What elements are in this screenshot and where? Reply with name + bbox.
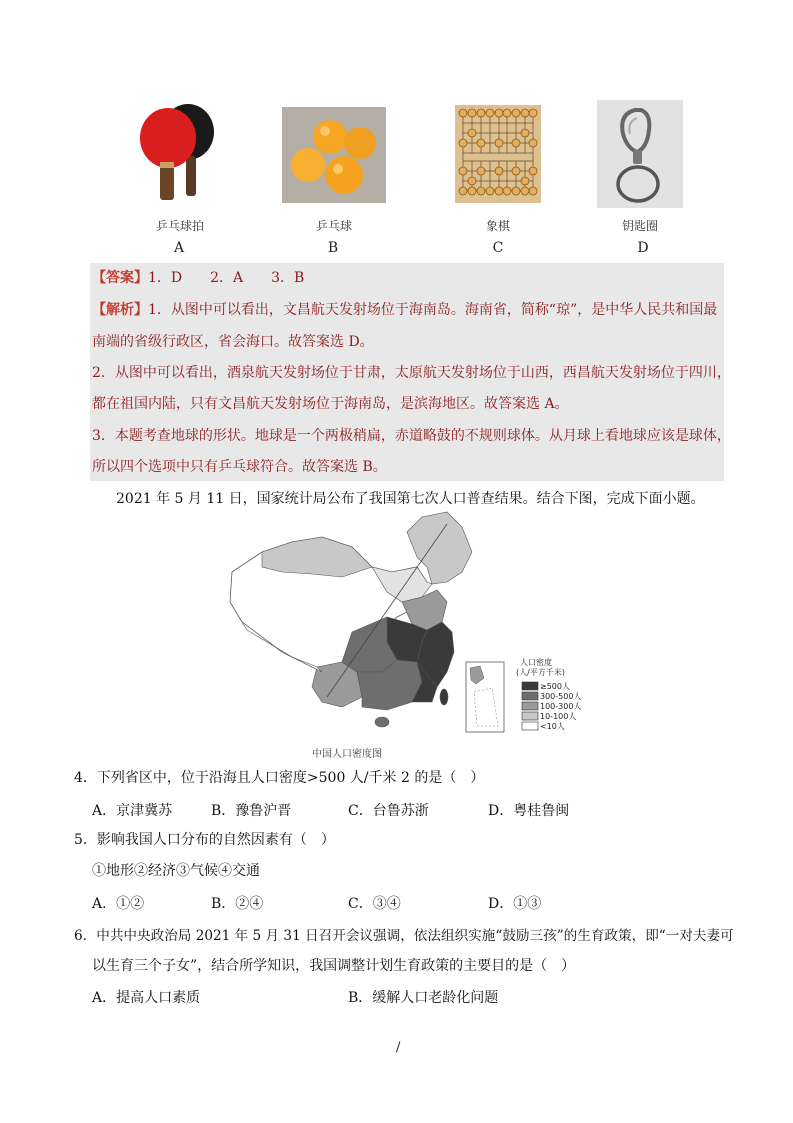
image-balls [282, 107, 386, 203]
letter-d: D [637, 240, 649, 256]
q4-option-a[interactable]: A．京津冀苏 [92, 803, 173, 819]
analysis-tag: 【解析】 [92, 302, 148, 318]
q5-stem: 5．影响我国人口分布的自然因素有（ ） [74, 832, 335, 848]
image-chess [455, 105, 541, 203]
letter-b: B [327, 240, 339, 256]
q5-items: ①地形②经济③气候④交通 [92, 863, 260, 879]
caption-c: 象棋 [485, 219, 510, 233]
analysis-line-3: 2．从图中可以看出，酒泉航天发射场位于甘肃，太原航天发射场位于山西，西昌航天发射场位于四川， [92, 365, 731, 381]
map-taiwan [440, 689, 448, 705]
q6-line-2: 以生育三个子女”，结合所学知识，我国调整计划生育政策的主要目的是（ ） [92, 958, 576, 974]
letter-a: A [173, 240, 185, 256]
caption-d: 钥匙圈 [621, 219, 658, 233]
page-number: / [396, 1040, 401, 1055]
map-hainan [375, 717, 389, 727]
legend-swatch [522, 722, 538, 730]
legend-label: 100-300人 [540, 702, 582, 711]
q6-option-a[interactable]: A．提高人口素质 [92, 990, 201, 1006]
analysis-line-5: 3．本题考查地球的形状。地球是一个两极稍扁，赤道略鼓的不规则球体。从月球上看地球应该是球体， [92, 428, 731, 444]
image-keyring [597, 100, 683, 208]
ping-pong-paddle-icon [130, 100, 220, 205]
q6-option-b[interactable]: B．缓解人口老龄化问题 [348, 990, 499, 1006]
legend-label: 300-500人 [540, 692, 582, 701]
q4-option-d[interactable]: D．粤桂鲁闽 [488, 803, 570, 819]
q5-option-c[interactable]: C．③④ [348, 896, 401, 912]
population-density-map [222, 512, 582, 742]
q4-stem: 4．下列省区中，位于沿海且人口密度>500 人/千米 2 的是（ ） [74, 770, 485, 786]
caption-a: 乒乓球拍 [155, 219, 204, 233]
q6-line-1: 6．中共中央政治局 2021 年 5 月 31 日召开会议强调，依法组织实施“鼓励三孩”的生育政策，即“一对夫妻可 [74, 928, 734, 944]
letter-c: C [492, 240, 504, 256]
map-title: 中国人口密度图 [312, 749, 382, 760]
legend-label: 10-100人 [540, 712, 577, 721]
legend-group [522, 681, 581, 731]
q5-option-a[interactable]: A．①② [92, 896, 145, 912]
analysis-line-4: 都在祖国内陆，只有文昌航天发射场位于海南岛，是滨海地区。故答案选 A。 [92, 396, 569, 412]
caption-b: 乒乓球 [315, 219, 352, 233]
analysis-line-1 [92, 300, 717, 320]
chinese-chess-icon [455, 105, 541, 203]
q4-option-b[interactable]: B．豫鲁沪晋 [211, 803, 292, 819]
image-paddle [130, 100, 220, 205]
q4-option-c[interactable]: C．台鲁苏浙 [348, 803, 429, 819]
intro-text: 2021 年 5 月 11 日，国家统计局公布了我国第七次人口普查结果。结合下图，完成下面小题。 [116, 491, 705, 507]
analysis-line-6: 所以四个选项中只有乒乓球符合。故答案选 B。 [92, 459, 387, 475]
legend-swatch [522, 692, 538, 700]
legend-label: ≥500人 [540, 682, 570, 691]
map-northwest-region [262, 537, 372, 577]
legend-swatch [522, 712, 538, 720]
legend-title-2: (人/平方千米) [516, 668, 565, 677]
ping-pong-balls-icon [282, 107, 386, 203]
q5-option-d[interactable]: D．①③ [488, 896, 542, 912]
q5-option-b[interactable]: B．②④ [211, 896, 264, 912]
analysis-line-2: 南端的省级行政区，省会海口。故答案选 D。 [92, 334, 374, 350]
legend-label: <10人 [540, 722, 565, 731]
keyring-icon [597, 100, 683, 208]
legend-swatch [522, 702, 538, 710]
answer-text: 1．D 2．A 3．B [148, 270, 305, 286]
answer-tag: 【答案】 [92, 270, 148, 286]
legend-swatch [522, 682, 538, 690]
legend-title-1: 人口密度 [520, 658, 552, 667]
analysis-text-1: 1．从图中可以看出，文昌航天发射场位于海南岛。海南省，简称“琼”，是中华人民共和国最 [148, 302, 718, 318]
answer-line [92, 268, 304, 288]
